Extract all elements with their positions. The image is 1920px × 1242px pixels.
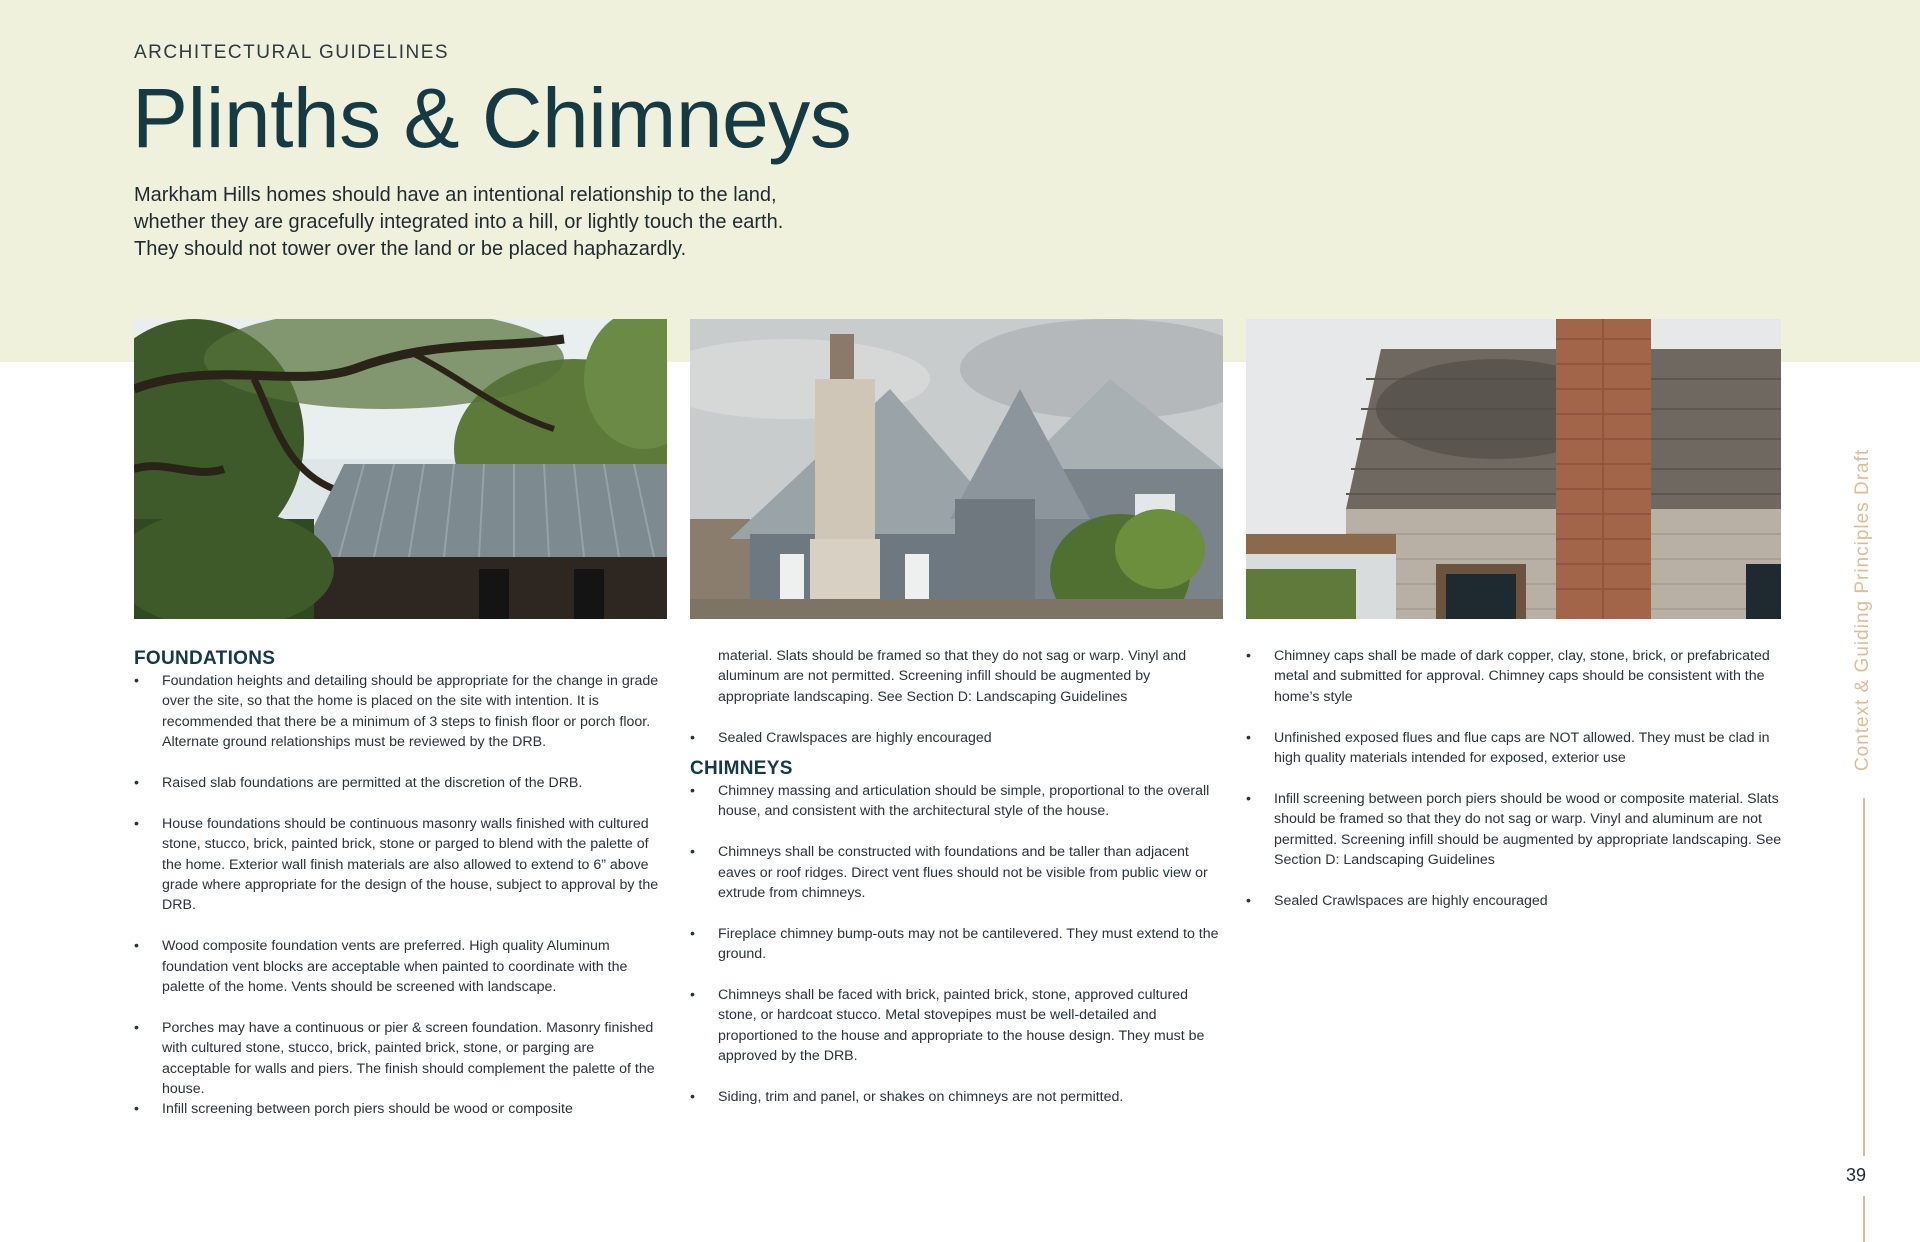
list-item: • Chimney massing and articulation should be simple, proportional to the overall house, and consistent with the architectural style of the house. [690,781,1222,822]
foundations-heading: FOUNDATIONS [134,648,276,669]
column-chimneys [690,646,1222,1128]
list-item: • Infill screening between porch piers should be wood or composite [134,1099,666,1119]
list-item: • Chimneys shall be constructed with foundations and be taller than adjacent eaves or roof ridges. Direct vent flues should not be visible from public view or extrude from chimneys. [690,842,1222,903]
chimneys-list [690,781,1222,1107]
chimneys-list-continued [1246,646,1782,911]
photo-brick-chimney-shingles [1246,319,1781,619]
photo-barn-under-oak [134,319,667,619]
list-item: • Foundation heights and detailing should be appropriate for the change in grade over the site, so that the home is placed on the site with intention. It is recommended that there be a minimum of 3 steps to finish floor or porch floor. Alternate ground relationships must be reviewed by the DRB. [134,671,666,753]
list-item: • Porches may have a continuous or pier & screen foundation. Masonry finished with cultured stone, stucco, brick, painted brick, stone, or parging are acceptable for walls and piers. The finish should complement the palette of the house. [134,1018,666,1100]
section-kicker: ARCHITECTURAL GUIDELINES [134,42,450,63]
column-foundations [134,646,666,1120]
list-item: • Chimney caps shall be made of dark copper, clay, stone, brick, or prefabricated metal and submitted for approval. Chimney caps should be consistent with the home’s style [1246,646,1782,707]
foundations-list [134,671,666,1120]
sidebar-rule-upper [1863,798,1865,1156]
list-item: • Siding, trim and panel, or shakes on chimneys are not permitted. [690,1087,1222,1107]
page-title: Plinths & Chimneys [132,71,852,165]
sidebar-section-label: Context & Guiding Principles Draft [1852,448,1873,772]
list-item: • Sealed Crawlspaces are highly encouraged [690,728,1222,748]
page-number: 39 [1846,1165,1867,1185]
list-item: • Unfinished exposed flues and flue caps are NOT allowed. They must be clad in high quality materials intended for exposed, exterior use [1246,728,1782,769]
intro-paragraph: Markham Hills homes should have an intentional relationship to the land, whether they are gracefully integrated into a hill, or lightly touch the earth. They should not tower over the land or be placed haphazardly. [134,184,784,260]
chimneys-heading: CHIMNEYS [690,758,793,780]
list-item-continuation: material. Slats should be framed so that they do not sag or warp. Vinyl and aluminum are not permitted. Screening infill should be augmented by appropriate landscaping. See Section D: Landscaping Guidelines [718,648,1187,705]
list-item: • Raised slab foundations are permitted at the discretion of the DRB. [134,773,666,793]
photo-farmhouse-chimney [690,319,1223,619]
list-item: • Chimneys shall be faced with brick, painted brick, stone, approved cultured stone, or hardcoat stucco. Metal stovepipes must be well-detailed and proportioned to the house and appropriate to the house design. They must be approved by the DRB. [690,985,1222,1067]
list-item: • Wood composite foundation vents are preferred. High quality Aluminum foundation vent blocks are acceptable when painted to coordinate with the palette of the home. Vents should be screened with landscape. [134,936,666,997]
sidebar-rule-lower [1863,1196,1865,1242]
list-item: • Sealed Crawlspaces are highly encouraged [1246,891,1782,911]
foundations-list-end [690,728,1222,748]
column-chimneys-continued [1246,646,1782,932]
list-item: • House foundations should be continuous masonry walls finished with cultured stone, stucco, brick, painted brick, stone or parged to blend with the palette of the home. Exterior wall finish materials are also allowed to extend to 6” above grade where appropriate for the design of the house, subject to approval by the DRB. [134,814,666,916]
list-item: • Infill screening between porch piers should be wood or composite material. Slats should be framed so that they do not sag or warp. Vinyl and aluminum are not permitted. Screening infill should be augmented by appropriate landscaping. See Section D: Landscaping Guidelines [1246,789,1782,871]
list-item: • Fireplace chimney bump-outs may not be cantilevered. They must extend to the ground. [690,924,1222,965]
